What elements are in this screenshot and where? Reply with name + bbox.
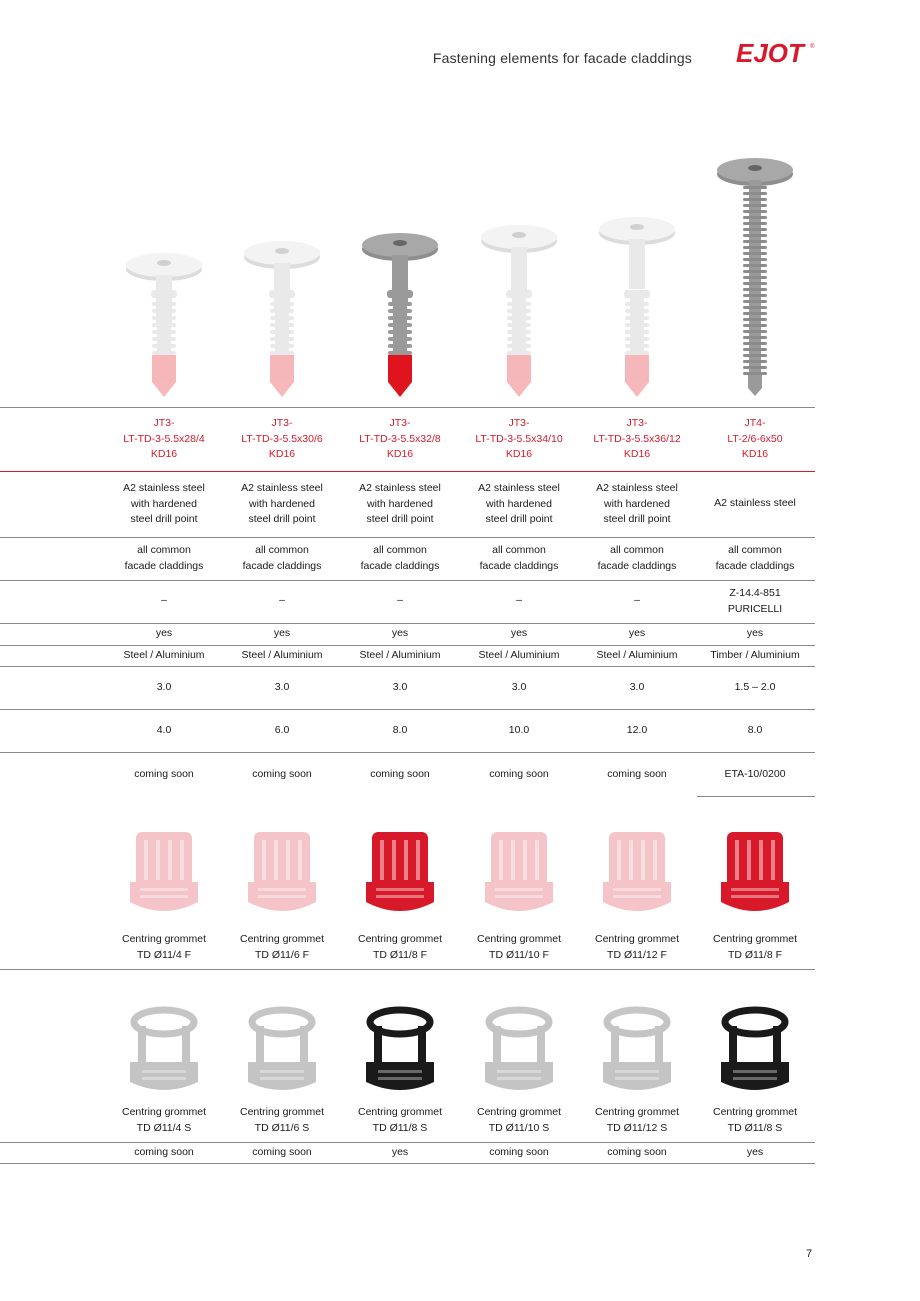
grommet-s-label-line: Centring grommet bbox=[476, 1106, 562, 1118]
value-b-cell bbox=[223, 723, 341, 739]
centring-grommet-f-image bbox=[124, 812, 204, 922]
substructure-cell bbox=[341, 648, 459, 664]
value-a-cell-line: 3.0 bbox=[511, 681, 527, 693]
material-cell-line: A2 stainless steel bbox=[241, 482, 323, 494]
centring-grommet-f-image bbox=[242, 812, 322, 922]
material-cell-line: with hardened bbox=[604, 497, 670, 510]
eta-cell bbox=[696, 767, 814, 783]
eta-cell-line: coming soon bbox=[134, 768, 194, 780]
value-a-cell bbox=[460, 680, 578, 696]
product-name-line: LT-TD-3-5.5x28/4 bbox=[123, 432, 205, 445]
value-a-cell-line: 3.0 bbox=[629, 681, 645, 693]
availability-cell bbox=[460, 1145, 578, 1161]
eta-cell-line: coming soon bbox=[252, 768, 312, 780]
product-name-line: LT-TD-3-5.5x32/8 bbox=[359, 432, 441, 445]
approval-cell bbox=[578, 593, 696, 609]
material-cell-line: steel drill point bbox=[248, 513, 316, 525]
value-a-cell-line: 3.0 bbox=[156, 681, 172, 693]
grommet-f-label-line: TD Ø11/8 F bbox=[372, 948, 428, 961]
application-cell-line: facade claddings bbox=[479, 559, 559, 572]
application-cell bbox=[223, 543, 341, 574]
product-name-line: JT3- bbox=[508, 417, 530, 429]
yes-cell-line: yes bbox=[628, 627, 646, 639]
availability-cell-line: yes bbox=[391, 1146, 409, 1158]
material-cell-line: with hardened bbox=[367, 497, 433, 510]
table-rule bbox=[0, 1163, 815, 1164]
eta-cell bbox=[105, 767, 223, 783]
grommet-f-label-line: TD Ø11/8 F bbox=[727, 948, 783, 961]
grommet-f-label bbox=[460, 932, 578, 963]
material-cell-line: A2 stainless steel bbox=[123, 482, 205, 494]
grommet-f-label-line: Centring grommet bbox=[594, 933, 680, 945]
value-b-cell bbox=[460, 723, 578, 739]
yes-cell-line: yes bbox=[273, 627, 291, 639]
grommet-s-label-line: TD Ø11/8 S bbox=[727, 1121, 783, 1134]
value-a-cell bbox=[223, 680, 341, 696]
availability-cell-line: coming soon bbox=[134, 1146, 194, 1158]
value-b-cell bbox=[341, 723, 459, 739]
product-name bbox=[223, 416, 341, 463]
application-cell-line: facade claddings bbox=[242, 559, 322, 572]
approval-cell bbox=[341, 593, 459, 609]
centring-grommet-s-image bbox=[360, 990, 440, 1100]
yes-cell bbox=[578, 626, 696, 642]
application-cell bbox=[696, 543, 814, 574]
value-b-cell-line: 8.0 bbox=[747, 724, 763, 736]
availability-cell bbox=[696, 1145, 814, 1161]
screw-image bbox=[710, 150, 800, 400]
material-cell-line: steel drill point bbox=[366, 513, 434, 525]
yes-cell-line: yes bbox=[391, 627, 409, 639]
table-rule-accent bbox=[0, 471, 815, 472]
approval-cell bbox=[223, 593, 341, 609]
product-name-line: JT3- bbox=[153, 417, 175, 429]
value-b-cell-line: 8.0 bbox=[392, 724, 408, 736]
table-rule bbox=[0, 666, 815, 667]
product-name-line: KD16 bbox=[268, 448, 296, 460]
substructure-cell-line: Steel / Aluminium bbox=[596, 649, 678, 661]
availability-cell-line: yes bbox=[746, 1146, 764, 1158]
availability-cell-line: coming soon bbox=[607, 1146, 667, 1158]
product-name bbox=[341, 416, 459, 463]
material-cell bbox=[223, 481, 341, 528]
eta-cell-line: coming soon bbox=[607, 768, 667, 780]
grommet-s-label-line: TD Ø11/10 S bbox=[488, 1121, 550, 1134]
screw-image bbox=[119, 150, 209, 400]
material-cell-line: with hardened bbox=[486, 497, 552, 510]
eta-cell-line: coming soon bbox=[489, 768, 549, 780]
value-b-cell-line: 12.0 bbox=[626, 724, 648, 736]
grommet-s-label-line: TD Ø11/8 S bbox=[372, 1121, 428, 1134]
material-cell-line: with hardened bbox=[249, 497, 315, 510]
grommet-s-label-line: Centring grommet bbox=[712, 1106, 798, 1118]
value-a-cell bbox=[696, 680, 814, 696]
value-a-cell-line: 3.0 bbox=[274, 681, 290, 693]
product-name-line: JT4- bbox=[744, 417, 766, 429]
centring-grommet-s-image bbox=[715, 990, 795, 1100]
substructure-cell bbox=[460, 648, 578, 664]
application-cell-line: all common bbox=[137, 544, 191, 556]
eta-cell bbox=[578, 767, 696, 783]
grommet-s-label-line: TD Ø11/6 S bbox=[254, 1121, 310, 1134]
approval-cell-line: PURICELLI bbox=[727, 602, 783, 615]
material-cell bbox=[460, 481, 578, 528]
table-rule bbox=[0, 537, 815, 538]
eta-cell bbox=[341, 767, 459, 783]
material-cell-line: A2 stainless steel bbox=[714, 497, 796, 509]
approval-cell-line: – bbox=[161, 594, 167, 606]
centring-grommet-f-image bbox=[715, 812, 795, 922]
page-number: 7 bbox=[806, 1248, 813, 1260]
product-name bbox=[578, 416, 696, 463]
grommet-s-label-line: TD Ø11/4 S bbox=[136, 1121, 192, 1134]
grommet-f-label-line: TD Ø11/6 F bbox=[254, 948, 310, 961]
screw-image bbox=[355, 150, 445, 400]
table-rule bbox=[0, 969, 815, 970]
yes-cell bbox=[460, 626, 578, 642]
eta-cell bbox=[460, 767, 578, 783]
grommet-f-label bbox=[105, 932, 223, 963]
approval-cell-line: Z-14.4-851 bbox=[729, 587, 781, 599]
grommet-f-label-line: TD Ø11/10 F bbox=[489, 948, 549, 961]
material-cell bbox=[696, 496, 814, 512]
product-name-line: JT3- bbox=[271, 417, 293, 429]
material-cell-line: A2 stainless steel bbox=[478, 482, 560, 494]
application-cell-line: all common bbox=[728, 544, 782, 556]
value-a-cell bbox=[105, 680, 223, 696]
screw-image bbox=[237, 150, 327, 400]
grommet-s-label bbox=[223, 1105, 341, 1136]
table-rule bbox=[0, 752, 815, 753]
eta-cell-line: coming soon bbox=[370, 768, 430, 780]
grommet-f-label bbox=[696, 932, 814, 963]
substructure-cell-line: Steel / Aluminium bbox=[359, 649, 441, 661]
grommet-s-label-line: Centring grommet bbox=[357, 1106, 443, 1118]
product-name-line: JT3- bbox=[389, 417, 411, 429]
product-name bbox=[460, 416, 578, 463]
application-cell-line: all common bbox=[373, 544, 427, 556]
product-name-line: KD16 bbox=[741, 448, 769, 460]
value-b-cell bbox=[696, 723, 814, 739]
grommet-s-label bbox=[460, 1105, 578, 1136]
product-name-line: KD16 bbox=[386, 448, 414, 460]
product-name-line: JT3- bbox=[626, 417, 648, 429]
application-cell-line: facade claddings bbox=[124, 559, 204, 572]
table-rule bbox=[0, 645, 815, 646]
application-cell bbox=[460, 543, 578, 574]
approval-cell-line: – bbox=[279, 594, 285, 606]
table-rule bbox=[697, 796, 815, 797]
product-name bbox=[696, 416, 814, 463]
value-a-cell bbox=[578, 680, 696, 696]
grommet-f-label bbox=[341, 932, 459, 963]
yes-cell bbox=[223, 626, 341, 642]
material-cell bbox=[341, 481, 459, 528]
approval-cell bbox=[105, 593, 223, 609]
availability-cell-line: coming soon bbox=[489, 1146, 549, 1158]
product-name-line: LT-2/6-6x50 bbox=[727, 432, 783, 445]
yes-cell-line: yes bbox=[155, 627, 173, 639]
material-cell-line: with hardened bbox=[131, 497, 197, 510]
grommet-s-label-line: Centring grommet bbox=[239, 1106, 325, 1118]
grommet-s-label bbox=[578, 1105, 696, 1136]
centring-grommet-s-image bbox=[242, 990, 322, 1100]
svg-text:EJOT: EJOT bbox=[736, 38, 804, 68]
approval-cell-line: – bbox=[397, 594, 403, 606]
application-cell-line: all common bbox=[610, 544, 664, 556]
application-cell bbox=[105, 543, 223, 574]
product-name-line: KD16 bbox=[505, 448, 533, 460]
table-rule bbox=[0, 623, 815, 624]
grommet-s-label-line: Centring grommet bbox=[121, 1106, 207, 1118]
material-cell-line: A2 stainless steel bbox=[596, 482, 678, 494]
grommet-f-label-line: Centring grommet bbox=[357, 933, 443, 945]
availability-cell bbox=[223, 1145, 341, 1161]
centring-grommet-f-image bbox=[597, 812, 677, 922]
value-b-cell bbox=[578, 723, 696, 739]
grommet-s-label bbox=[105, 1105, 223, 1136]
yes-cell bbox=[696, 626, 814, 642]
grommet-f-label-line: Centring grommet bbox=[712, 933, 798, 945]
value-a-cell bbox=[341, 680, 459, 696]
value-a-cell-line: 3.0 bbox=[392, 681, 408, 693]
table-rule bbox=[0, 709, 815, 710]
grommet-f-label-line: Centring grommet bbox=[476, 933, 562, 945]
material-cell-line: steel drill point bbox=[603, 513, 671, 525]
product-name bbox=[105, 416, 223, 463]
substructure-cell-line: Steel / Aluminium bbox=[478, 649, 560, 661]
material-cell-line: steel drill point bbox=[130, 513, 198, 525]
value-b-cell bbox=[105, 723, 223, 739]
material-cell bbox=[105, 481, 223, 528]
yes-cell bbox=[105, 626, 223, 642]
value-a-cell-line: 1.5 – 2.0 bbox=[734, 681, 776, 693]
substructure-cell bbox=[223, 648, 341, 664]
application-cell-line: all common bbox=[492, 544, 546, 556]
grommet-f-label-line: TD Ø11/12 F bbox=[607, 948, 667, 961]
eta-cell-line: ETA-10/0200 bbox=[724, 768, 786, 780]
product-name-line: LT-TD-3-5.5x36/12 bbox=[593, 432, 681, 445]
product-name-line: KD16 bbox=[623, 448, 651, 460]
application-cell-line: facade claddings bbox=[360, 559, 440, 572]
approval-cell bbox=[460, 593, 578, 609]
grommet-s-label bbox=[341, 1105, 459, 1136]
grommet-s-label-line: TD Ø11/12 S bbox=[606, 1121, 668, 1134]
application-cell bbox=[578, 543, 696, 574]
material-cell bbox=[578, 481, 696, 528]
grommet-s-label bbox=[696, 1105, 814, 1136]
centring-grommet-s-image bbox=[124, 990, 204, 1100]
grommet-f-label bbox=[223, 932, 341, 963]
svg-text:®: ® bbox=[810, 44, 815, 50]
table-rule bbox=[0, 580, 815, 581]
product-name-line: LT-TD-3-5.5x34/10 bbox=[475, 432, 563, 445]
table-rule bbox=[0, 407, 815, 408]
table-rule bbox=[0, 1142, 815, 1143]
substructure-cell bbox=[696, 648, 814, 664]
product-name-line: KD16 bbox=[150, 448, 178, 460]
substructure-cell bbox=[578, 648, 696, 664]
grommet-s-label-line: Centring grommet bbox=[594, 1106, 680, 1118]
eta-cell bbox=[223, 767, 341, 783]
substructure-cell-line: Timber / Aluminium bbox=[710, 649, 800, 661]
approval-cell-line: – bbox=[516, 594, 522, 606]
ejot-logo bbox=[736, 38, 816, 68]
centring-grommet-s-image bbox=[479, 990, 559, 1100]
substructure-cell-line: Steel / Aluminium bbox=[241, 649, 323, 661]
availability-cell bbox=[578, 1145, 696, 1161]
availability-cell bbox=[341, 1145, 459, 1161]
value-b-cell-line: 4.0 bbox=[156, 724, 172, 736]
application-cell-line: facade claddings bbox=[715, 559, 795, 572]
material-cell-line: A2 stainless steel bbox=[359, 482, 441, 494]
application-cell-line: all common bbox=[255, 544, 309, 556]
yes-cell-line: yes bbox=[746, 627, 764, 639]
centring-grommet-f-image bbox=[479, 812, 559, 922]
grommet-f-label-line: Centring grommet bbox=[121, 933, 207, 945]
application-cell bbox=[341, 543, 459, 574]
grommet-f-label-line: Centring grommet bbox=[239, 933, 325, 945]
centring-grommet-s-image bbox=[597, 990, 677, 1100]
material-cell-line: steel drill point bbox=[485, 513, 553, 525]
availability-cell bbox=[105, 1145, 223, 1161]
approval-cell-line: – bbox=[634, 594, 640, 606]
screw-image bbox=[592, 150, 682, 400]
value-b-cell-line: 6.0 bbox=[274, 724, 290, 736]
page-header-title: Fastening elements for facade claddings bbox=[432, 50, 692, 66]
application-cell-line: facade claddings bbox=[597, 559, 677, 572]
screw-image bbox=[474, 150, 564, 400]
substructure-cell bbox=[105, 648, 223, 664]
substructure-cell-line: Steel / Aluminium bbox=[123, 649, 205, 661]
product-name-line: LT-TD-3-5.5x30/6 bbox=[241, 432, 323, 445]
approval-cell bbox=[696, 586, 814, 617]
availability-cell-line: coming soon bbox=[252, 1146, 312, 1158]
centring-grommet-f-image bbox=[360, 812, 440, 922]
value-b-cell-line: 10.0 bbox=[508, 724, 530, 736]
grommet-f-label-line: TD Ø11/4 F bbox=[136, 948, 192, 961]
grommet-f-label bbox=[578, 932, 696, 963]
yes-cell-line: yes bbox=[510, 627, 528, 639]
yes-cell bbox=[341, 626, 459, 642]
